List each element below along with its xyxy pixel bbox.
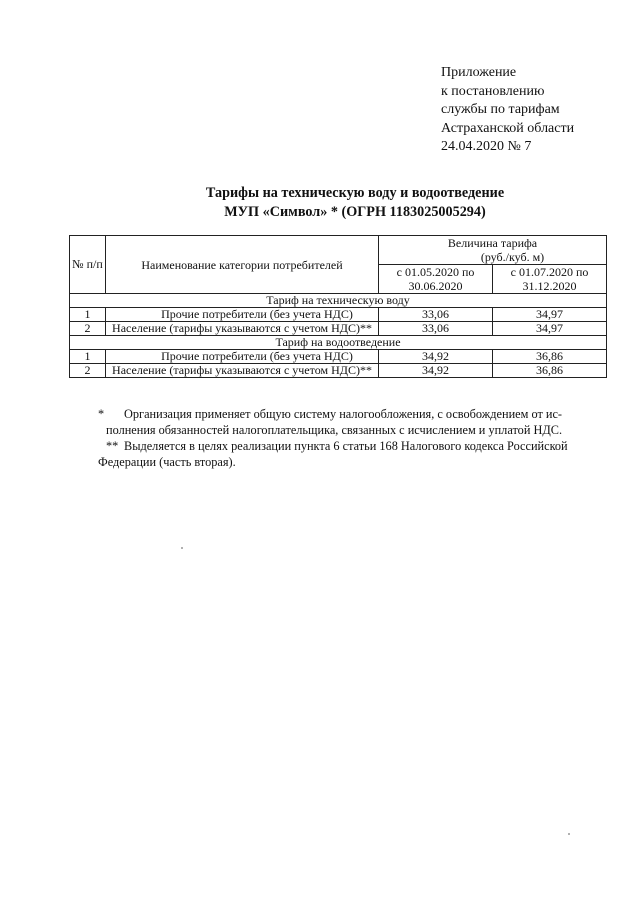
row-value-period-1: 33,06	[379, 322, 493, 336]
appendix-line: Приложение	[441, 65, 517, 80]
row-num: 1	[70, 350, 106, 364]
table-row	[70, 322, 607, 336]
row-num: 2	[70, 364, 106, 378]
appendix-line: к постановлению	[441, 83, 545, 99]
document-title	[0, 184, 640, 221]
header-value-line2: (руб./куб. м)	[480, 250, 545, 264]
footnote-1-mark: *	[98, 407, 105, 421]
row-name: Население (тарифы указываются с учетом НДС)**	[106, 364, 379, 378]
tariff-table	[69, 235, 607, 378]
row-value-period-1: 33,06	[379, 308, 493, 322]
table-row	[70, 350, 607, 364]
row-value-period-1: 34,92	[379, 364, 493, 378]
section-row	[70, 294, 607, 308]
footnote-2-continuation: Федерации (часть вторая).	[98, 455, 236, 469]
footnote-1-text: Организация применяет общую систему налогообложения, с освобождением от ис-	[124, 407, 563, 421]
header-num-text: № п/п	[72, 257, 103, 271]
scan-speck	[181, 547, 183, 549]
footnote-2-mark: **	[106, 439, 119, 453]
footnote-2-text: Выделяется в целях реализации пункта 6 статьи 168 Налогового кодекса Российской	[124, 439, 568, 453]
table-row	[70, 364, 607, 378]
row-num: 1	[70, 308, 106, 322]
row-name: Население (тарифы указываются с учетом НДС)**	[106, 322, 379, 336]
row-name: Прочие потребители (без учета НДС)	[106, 350, 379, 364]
header-period-1-text: с 01.05.2020 по 30.06.2020	[396, 265, 475, 293]
header-value	[379, 236, 607, 265]
row-value-period-2: 34,97	[493, 308, 607, 322]
row-value-period-2: 36,86	[493, 350, 607, 364]
header-period-2	[493, 265, 607, 294]
appendix-block	[441, 64, 574, 157]
row-value-period-1: 34,92	[379, 350, 493, 364]
header-period-2-text: с 01.07.2020 по 31.12.2020	[510, 265, 589, 293]
table-row	[70, 308, 607, 322]
section-title: Тариф на техническую воду	[70, 294, 607, 308]
section-row	[70, 336, 607, 350]
row-value-period-2: 34,97	[493, 322, 607, 336]
appendix-line: службы по тарифам	[441, 102, 560, 118]
footnotes	[98, 406, 600, 470]
appendix-line: 24.04.2020 № 7	[441, 139, 532, 155]
row-value-period-2: 36,86	[493, 364, 607, 378]
row-name: Прочие потребители (без учета НДС)	[106, 308, 379, 322]
table-header-row	[70, 236, 607, 265]
footnote-1	[98, 406, 600, 438]
row-num: 2	[70, 322, 106, 336]
title-line-1: Тарифы на техническую воду и водоотведение	[205, 185, 505, 201]
header-period-1	[379, 265, 493, 294]
footnote-2	[98, 438, 600, 470]
section-title: Тариф на водоотведение	[70, 336, 607, 350]
scan-speck	[568, 833, 570, 835]
header-name: Наименование категории потребителей	[106, 236, 379, 294]
title-line-2: МУП «Символ» * (ОГРН 1183025005294)	[224, 203, 486, 220]
footnote-1-continuation: полнения обязанностей налогоплательщика, связанных с исчислением и уплатой НДС.	[106, 423, 563, 437]
header-num	[70, 236, 106, 294]
header-value-line1: Величина тарифа	[447, 236, 538, 250]
appendix-line: Астраханской области	[441, 120, 575, 136]
